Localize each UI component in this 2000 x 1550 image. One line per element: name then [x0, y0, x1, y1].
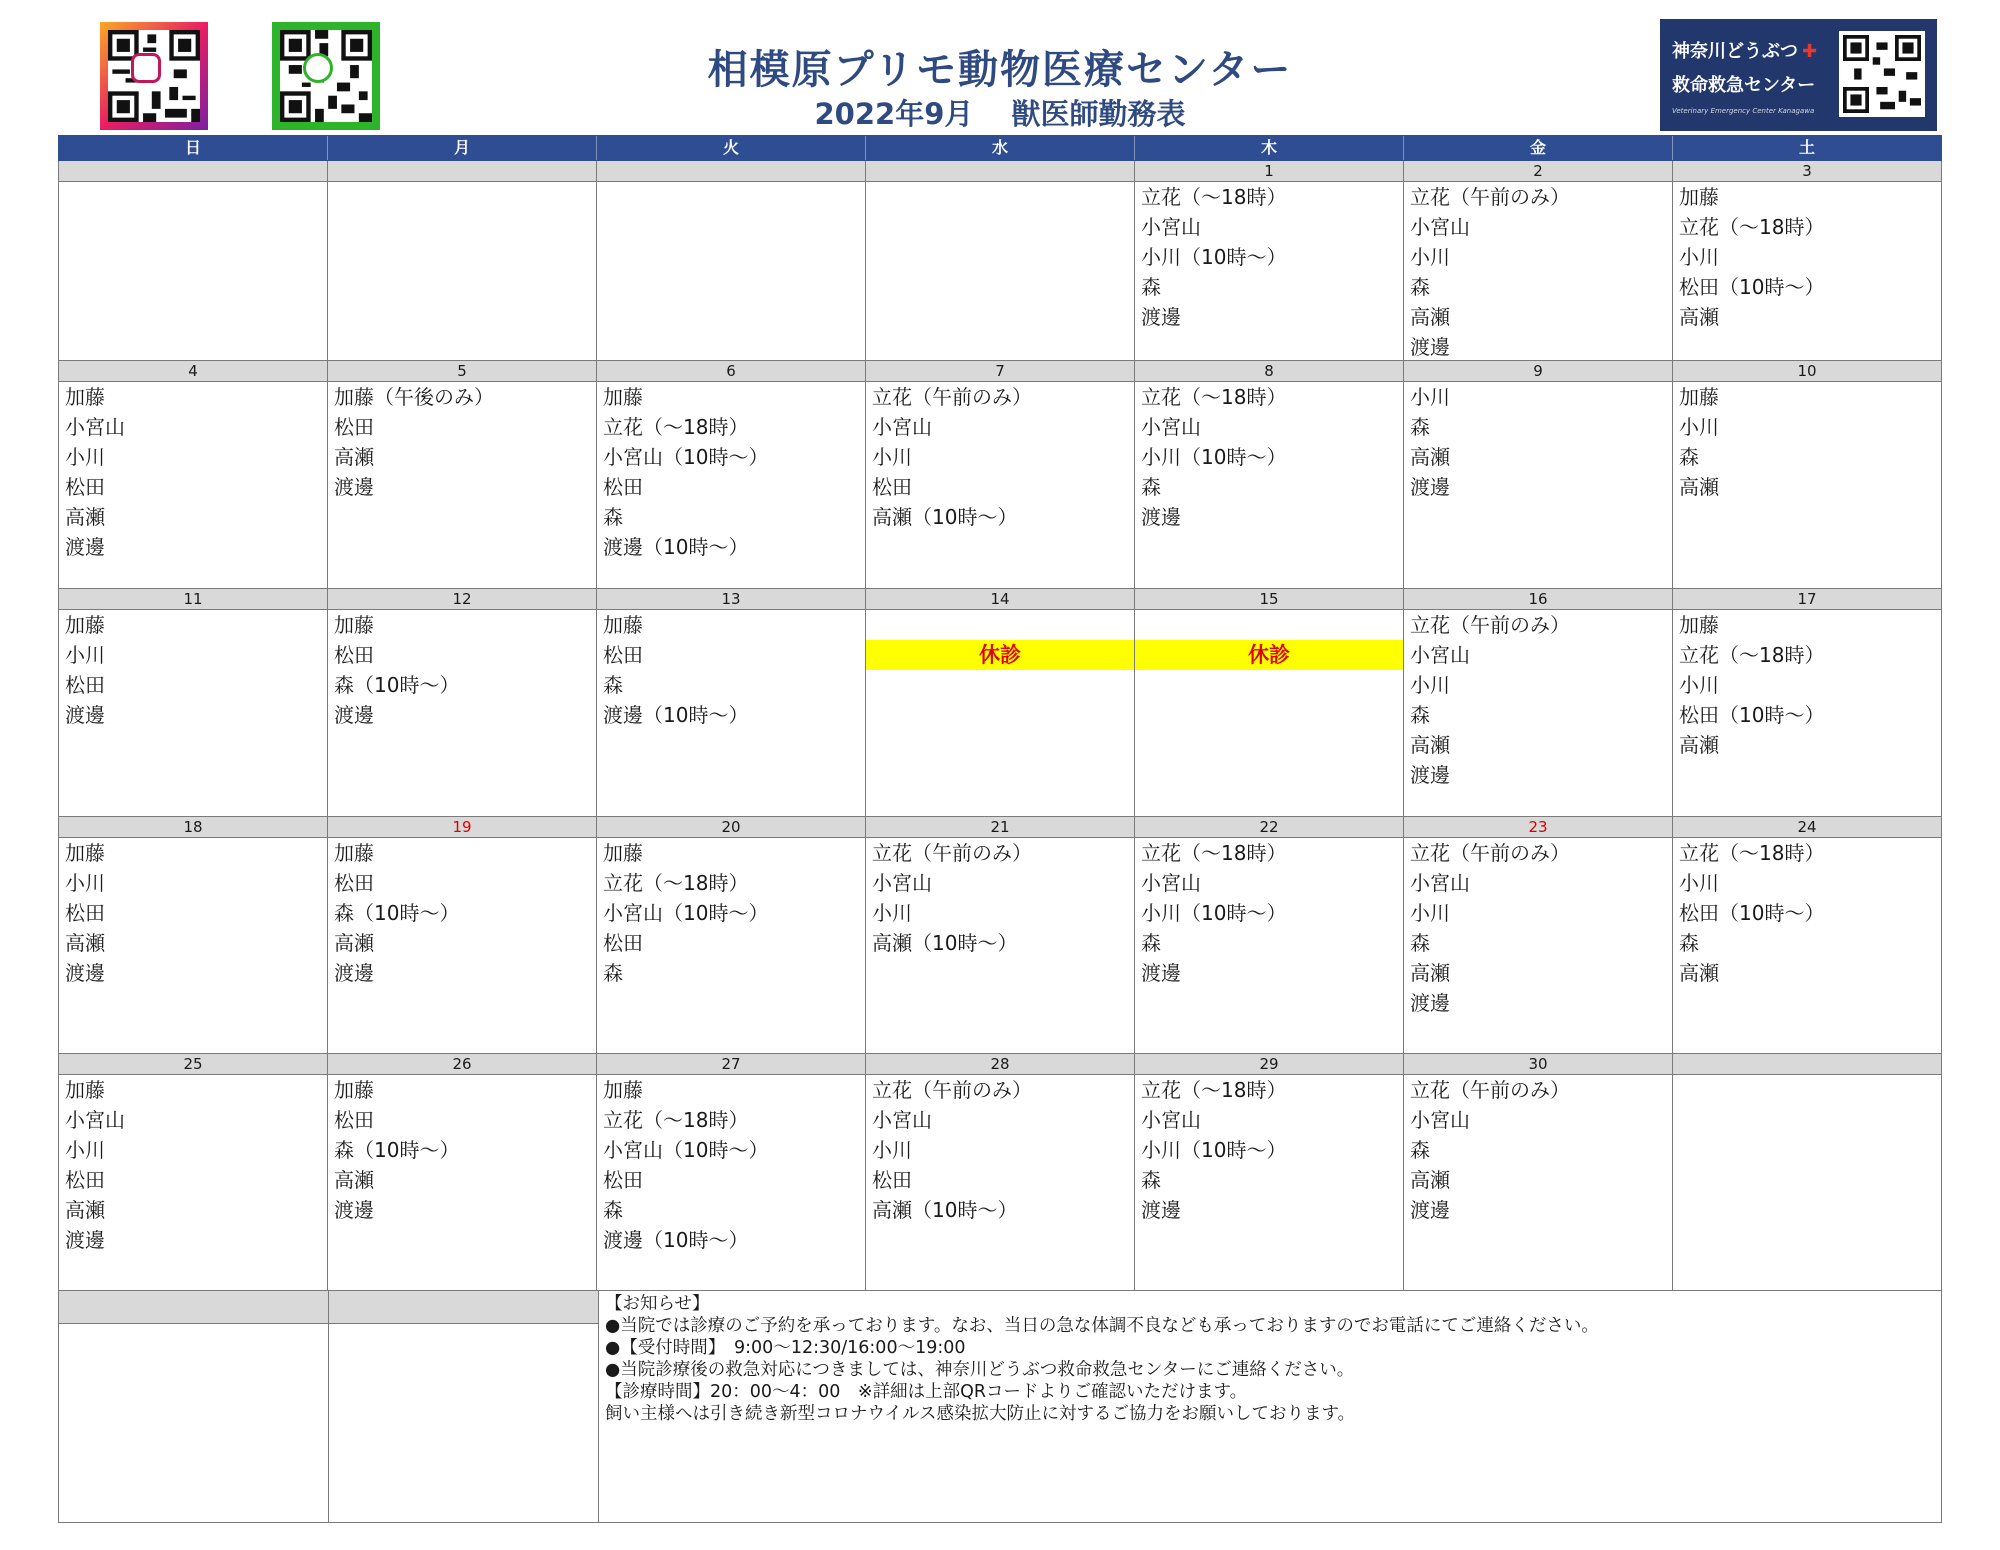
- blank-date-row: [59, 1291, 328, 1324]
- emergency-qr-code-icon[interactable]: [1839, 31, 1925, 117]
- doctor-entry: 小宮山: [65, 415, 125, 439]
- date-number: [59, 161, 327, 182]
- doctor-entry: 加藤: [65, 1078, 105, 1102]
- doctor-entry: 渡邊（10時～）: [603, 535, 749, 559]
- doctor-entry: 松田: [334, 1108, 374, 1132]
- doctor-entry: 渡邊: [1141, 305, 1181, 329]
- doctor-entry: 立花（～18時）: [1141, 841, 1287, 865]
- notice-line: 飼い主様へは引き続き新型コロナウイルス感染拡大防止に対するご協力をお願いしております。: [605, 1404, 1356, 1424]
- doctor-entry: 森（10時～）: [334, 673, 460, 697]
- day-cell: [59, 361, 328, 589]
- doctor-entry: 松田: [872, 1168, 912, 1192]
- doctor-entry: 小川: [65, 445, 105, 469]
- calendar-week: [58, 817, 1942, 1054]
- doctor-entry: 森: [1141, 1168, 1161, 1192]
- doctor-entry: 松田: [65, 475, 105, 499]
- doctor-entry: 立花（～18時）: [1141, 1078, 1287, 1102]
- date-number: 22: [1135, 817, 1403, 838]
- doctor-entry: 小川（10時～）: [1141, 445, 1287, 469]
- doctor-entry: 小宮山（10時～）: [603, 901, 769, 925]
- doctor-entry: 渡邊: [1410, 1198, 1450, 1222]
- doctor-entry: 森: [1410, 415, 1430, 439]
- doctor-entry: 渡邊: [65, 535, 105, 559]
- day-cell: [597, 161, 866, 361]
- emergency-center-banner[interactable]: [1660, 19, 1937, 131]
- doctor-entry: 渡邊: [334, 961, 374, 985]
- weekday-tue: 火: [596, 136, 865, 160]
- date-number: 16: [1404, 589, 1672, 610]
- day-cell: [1673, 589, 1942, 817]
- doctor-entry: 立花（～18時）: [1141, 185, 1287, 209]
- doctor-entry: 松田: [65, 901, 105, 925]
- doctor-entry: 加藤: [334, 1078, 374, 1102]
- doctor-entry: 森: [603, 505, 623, 529]
- day-cell: [59, 589, 328, 817]
- calendar-week: [58, 589, 1942, 817]
- doctor-entry: 小宮山: [1410, 215, 1470, 239]
- doctor-entry: 高瀬: [334, 445, 374, 469]
- day-cell: [1404, 361, 1673, 589]
- day-cell: [866, 361, 1135, 589]
- date-number: 12: [328, 589, 596, 610]
- doctor-entry: 加藤: [1679, 613, 1719, 637]
- doctor-entry: 高瀬: [1410, 733, 1450, 757]
- doctor-entry: 松田: [603, 475, 643, 499]
- doctor-entry: 立花（～18時）: [603, 871, 749, 895]
- date-number: 10: [1673, 361, 1941, 382]
- date-number: [597, 161, 865, 182]
- day-cell: [1404, 817, 1673, 1054]
- doctor-entry: 加藤: [334, 841, 374, 865]
- doctor-entry: 渡邊: [1410, 335, 1450, 359]
- day-cell: [1673, 817, 1942, 1054]
- notice-line: 【診療時間】20：00～4：00 ※詳細は上部QRコードよりご確認いただけます。: [605, 1382, 1248, 1402]
- day-cell: [1404, 161, 1673, 361]
- doctor-entry: 小川: [1410, 901, 1450, 925]
- calendar-week: [58, 1054, 1942, 1291]
- doctor-entry: 小川: [1410, 673, 1450, 697]
- date-number: 8: [1135, 361, 1403, 382]
- doctor-entry: 立花（午前のみ）: [872, 1078, 1032, 1102]
- doctor-entry: 松田: [334, 643, 374, 667]
- date-number: 5: [328, 361, 596, 382]
- doctor-entry: 渡邊: [1141, 505, 1181, 529]
- notice-line: 【お知らせ】: [605, 1294, 710, 1314]
- doctor-entry: 立花（午前のみ）: [1410, 1078, 1570, 1102]
- doctor-entry: 立花（午前のみ）: [1410, 841, 1570, 865]
- date-number: 23: [1404, 817, 1672, 838]
- doctor-entry: 立花（～18時）: [603, 1108, 749, 1132]
- day-cell: [328, 361, 597, 589]
- day-cell: [597, 817, 866, 1054]
- doctor-entry: 渡邊: [65, 703, 105, 727]
- doctor-entry: 小川（10時～）: [1141, 245, 1287, 269]
- doctor-entry: 小宮山: [1141, 871, 1201, 895]
- emergency-name-line1: [1672, 37, 1817, 63]
- date-number: 13: [597, 589, 865, 610]
- doctor-entry: 小宮山: [872, 1108, 932, 1132]
- doctor-entry: 小川: [1410, 385, 1450, 409]
- date-number: 2: [1404, 161, 1672, 182]
- duty-calendar: [58, 135, 1942, 1523]
- doctor-entry: 松田: [603, 1168, 643, 1192]
- doctor-entry: 小川: [65, 643, 105, 667]
- date-number: 25: [59, 1054, 327, 1075]
- doctor-entry: 松田: [65, 673, 105, 697]
- doctor-entry: 小川（10時～）: [1141, 1138, 1287, 1162]
- day-cell: [328, 589, 597, 817]
- doctor-entry: 高瀬: [1410, 445, 1450, 469]
- doctor-entry: 渡邊: [334, 703, 374, 727]
- doctor-entry: 小川: [872, 1138, 912, 1162]
- emergency-name-text: 神奈川どうぶつ: [1672, 41, 1798, 62]
- date-number: 11: [59, 589, 327, 610]
- doctor-entry: 高瀬: [1410, 1168, 1450, 1192]
- doctor-entry: 立花（午前のみ）: [872, 385, 1032, 409]
- doctor-entry: 渡邊（10時～）: [603, 703, 749, 727]
- date-number: [328, 161, 596, 182]
- doctor-entry: 松田: [603, 643, 643, 667]
- date-number: 15: [1135, 589, 1403, 610]
- day-cell: [1673, 361, 1942, 589]
- doctor-entry: 森: [1410, 931, 1430, 955]
- doctor-entry: 加藤: [65, 613, 105, 637]
- doctor-entry: 高瀬: [1410, 305, 1450, 329]
- doctor-entry: 小宮山: [65, 1108, 125, 1132]
- doctor-entry: 渡邊: [1141, 1198, 1181, 1222]
- doctor-entry: 松田（10時～）: [1679, 703, 1825, 727]
- closed-label: 休診: [1135, 640, 1403, 670]
- doctor-entry: 高瀬（10時～）: [872, 931, 1018, 955]
- doctor-entry: 小川: [1679, 415, 1719, 439]
- doctor-entry: 高瀬: [1679, 475, 1719, 499]
- date-number: 24: [1673, 817, 1941, 838]
- blank-cell: [329, 1291, 599, 1523]
- doctor-entry: 渡邊: [334, 1198, 374, 1222]
- doctor-entry: 森（10時～）: [334, 1138, 460, 1162]
- day-cell: [1135, 589, 1404, 817]
- doctor-entry: 松田: [334, 871, 374, 895]
- weekday-wed: 水: [865, 136, 1134, 160]
- day-cell: [866, 161, 1135, 361]
- doctor-entry: 立花（～18時）: [1679, 841, 1825, 865]
- date-number: [1673, 1054, 1941, 1075]
- day-cell: [597, 1054, 866, 1291]
- doctor-entry: 高瀬（10時～）: [872, 505, 1018, 529]
- date-number: 1: [1135, 161, 1403, 182]
- date-number: 28: [866, 1054, 1134, 1075]
- doctor-entry: 森: [603, 1198, 623, 1222]
- date-number: 4: [59, 361, 327, 382]
- doctor-entry: 高瀬: [65, 1198, 105, 1222]
- doctor-entry: 立花（午前のみ）: [1410, 185, 1570, 209]
- date-number: 30: [1404, 1054, 1672, 1075]
- day-cell: [597, 361, 866, 589]
- notice-line: ●【受付時間】 9:00～12:30/16:00～19:00: [605, 1338, 966, 1358]
- doctor-entry: 森: [1141, 931, 1161, 955]
- doctor-entry: 小宮山（10時～）: [603, 445, 769, 469]
- doctor-entry: 小宮山: [1410, 643, 1470, 667]
- doctor-entry: 渡邊（10時～）: [603, 1228, 749, 1252]
- schedule-subtitle: 獣医師勤務表: [1011, 97, 1186, 131]
- qr-pattern: [1843, 35, 1921, 113]
- weekday-mon: 月: [327, 136, 596, 160]
- doctor-entry: 森: [1410, 703, 1430, 727]
- blank-date-row: [329, 1291, 598, 1324]
- date-number: 21: [866, 817, 1134, 838]
- doctor-entry: 小川: [1679, 673, 1719, 697]
- doctor-entry: 松田: [603, 931, 643, 955]
- day-cell: [1673, 1054, 1942, 1291]
- day-cell: [59, 817, 328, 1054]
- doctor-entry: 小宮山: [872, 415, 932, 439]
- doctor-entry: 加藤: [603, 613, 643, 637]
- doctor-entry: 立花（～18時）: [1679, 643, 1825, 667]
- day-cell: [1404, 1054, 1673, 1291]
- doctor-entry: 渡邊: [1410, 991, 1450, 1015]
- doctor-entry: 小宮山: [1141, 215, 1201, 239]
- doctor-entry: 松田（10時～）: [1679, 901, 1825, 925]
- day-cell: [1135, 1054, 1404, 1291]
- doctor-entry: 小川（10時～）: [1141, 901, 1287, 925]
- doctor-entry: 加藤: [603, 841, 643, 865]
- date-number: 20: [597, 817, 865, 838]
- doctor-entry: 渡邊: [1141, 961, 1181, 985]
- date-number: 14: [866, 589, 1134, 610]
- doctor-entry: 高瀬: [1679, 961, 1719, 985]
- calendar-weeks: [58, 161, 1942, 1291]
- day-cell: [328, 817, 597, 1054]
- day-cell: [866, 1054, 1135, 1291]
- weekday-sun: 日: [184, 138, 201, 157]
- doctor-entry: 渡邊: [65, 961, 105, 985]
- doctor-entry: 渡邊: [1410, 475, 1450, 499]
- doctor-entry: 森: [603, 961, 623, 985]
- doctor-entry: 森: [1679, 931, 1699, 955]
- day-cell: [328, 1054, 597, 1291]
- doctor-entry: 加藤: [603, 1078, 643, 1102]
- doctor-entry: 小川: [872, 445, 912, 469]
- doctor-entry: 松田（10時～）: [1679, 275, 1825, 299]
- day-cell: [866, 589, 1135, 817]
- doctor-entry: 森: [1141, 275, 1161, 299]
- doctor-entry: 立花（午前のみ）: [1410, 613, 1570, 637]
- doctor-entry: 小宮山: [1141, 1108, 1201, 1132]
- date-number: 6: [597, 361, 865, 382]
- weekday-sat: 土: [1672, 136, 1941, 160]
- notice-row: [58, 1291, 1942, 1523]
- doctor-entry: 小宮山: [872, 871, 932, 895]
- date-number: 26: [328, 1054, 596, 1075]
- date-number: 9: [1404, 361, 1672, 382]
- date-number: 29: [1135, 1054, 1403, 1075]
- doctor-entry: 高瀬: [334, 1168, 374, 1192]
- doctor-entry: 小川: [1410, 245, 1450, 269]
- doctor-entry: 加藤: [334, 613, 374, 637]
- doctor-entry: 渡邊: [334, 475, 374, 499]
- doctor-entry: 小川: [65, 1138, 105, 1162]
- doctor-entry: 森: [1410, 1138, 1430, 1162]
- doctor-entry: 松田: [334, 415, 374, 439]
- day-cell: [597, 589, 866, 817]
- doctor-entry: 小川: [872, 901, 912, 925]
- doctor-entry: 高瀬: [65, 505, 105, 529]
- day-cell: [1135, 817, 1404, 1054]
- doctor-entry: 高瀬: [334, 931, 374, 955]
- doctor-entry: 加藤: [603, 385, 643, 409]
- doctor-entry: 高瀬: [1679, 305, 1719, 329]
- doctor-entry: 小宮山: [1410, 871, 1470, 895]
- doctor-entry: 加藤: [1679, 185, 1719, 209]
- doctor-entry: 高瀬: [1410, 961, 1450, 985]
- doctor-entry: 森: [1141, 475, 1161, 499]
- doctor-entry: 小宮山（10時～）: [603, 1138, 769, 1162]
- doctor-entry: 加藤: [65, 841, 105, 865]
- doctor-entry: 高瀬: [1679, 733, 1719, 757]
- emergency-name-en: Veterinary Emergency Center Kanagawa: [1672, 107, 1815, 115]
- doctor-entry: 小川: [1679, 245, 1719, 269]
- notice-line: ●当院診療後の救急対応につきましては、神奈川どうぶつ救命救急センターにご連絡ください。: [605, 1360, 1355, 1380]
- date-number: 3: [1673, 161, 1941, 182]
- doctor-entry: 森（10時～）: [334, 901, 460, 925]
- date-number: 17: [1673, 589, 1941, 610]
- doctor-entry: 高瀬: [65, 931, 105, 955]
- day-cell: [59, 161, 328, 361]
- red-cross-icon: ✚: [1802, 41, 1818, 62]
- emergency-name-line2: 救命救急センター: [1672, 75, 1816, 96]
- doctor-entry: 松田: [872, 475, 912, 499]
- doctor-entry: 松田: [65, 1168, 105, 1192]
- doctor-entry: 立花（～18時）: [1141, 385, 1287, 409]
- doctor-entry: 加藤（午後のみ）: [334, 385, 494, 409]
- day-cell: [1135, 361, 1404, 589]
- calendar-week: [58, 361, 1942, 589]
- calendar-week: [58, 161, 1942, 361]
- weekday-header: [58, 135, 1942, 161]
- date-number: 27: [597, 1054, 865, 1075]
- page-title: 相模原プリモ動物医療センター: [707, 47, 1293, 93]
- closed-label: 休診: [866, 640, 1134, 670]
- day-cell: [1404, 589, 1673, 817]
- doctor-entry: 小川: [65, 871, 105, 895]
- doctor-entry: 小宮山: [1410, 1108, 1470, 1132]
- doctor-entry: 立花（午前のみ）: [872, 841, 1032, 865]
- doctor-entry: 森: [1410, 275, 1430, 299]
- weekday-thu: 木: [1134, 136, 1403, 160]
- doctor-entry: 渡邊: [65, 1228, 105, 1252]
- doctor-entry: 加藤: [1679, 385, 1719, 409]
- doctor-entry: 森: [603, 673, 623, 697]
- doctor-entry: 小川: [1679, 871, 1719, 895]
- date-number: 19: [328, 817, 596, 838]
- blank-cell: [59, 1291, 329, 1523]
- weekday-fri: 金: [1403, 136, 1672, 160]
- doctor-entry: 立花（～18時）: [603, 415, 749, 439]
- doctor-entry: 高瀬（10時～）: [872, 1198, 1018, 1222]
- year-month: 2022年9月: [814, 97, 974, 131]
- doctor-entry: 立花（～18時）: [1679, 215, 1825, 239]
- doctor-entry: 加藤: [65, 385, 105, 409]
- date-number: [866, 161, 1134, 182]
- doctor-entry: 森: [1679, 445, 1699, 469]
- date-number: 7: [866, 361, 1134, 382]
- doctor-entry: 小宮山: [1141, 415, 1201, 439]
- day-cell: [59, 1054, 328, 1291]
- day-cell: [866, 817, 1135, 1054]
- day-cell: [1673, 161, 1942, 361]
- day-cell: [1135, 161, 1404, 361]
- date-number: 18: [59, 817, 327, 838]
- doctor-entry: 渡邊: [1410, 763, 1450, 787]
- notice-box: [599, 1291, 1942, 1523]
- day-cell: [328, 161, 597, 361]
- notice-line: ●当院では診療のご予約を承っております。なお、当日の急な体調不良なども承っておりますのでお電話にてご連絡ください。: [605, 1316, 1599, 1336]
